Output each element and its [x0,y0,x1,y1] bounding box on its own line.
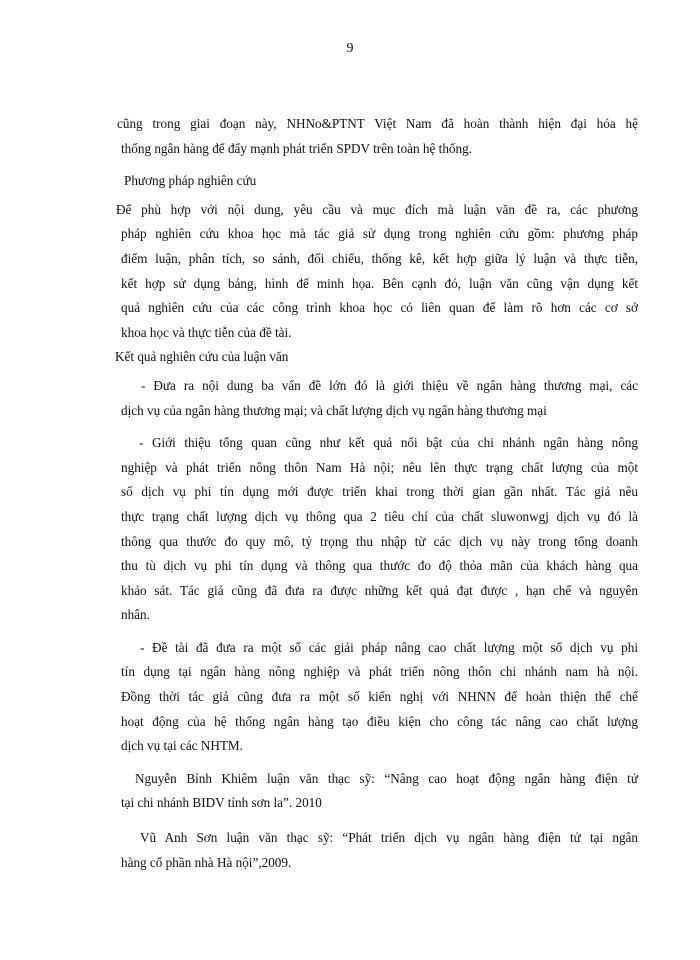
text-line: quả nghiên cứu của các công trình khoa học có liên quan để làm rõ hơn các cơ sở [121,300,638,316]
text-line: - Đề tài đã đưa ra một số các giải pháp nâng cao chất lượng một số dịch vụ phi [140,639,638,655]
text-line: pháp nghiên cứu khoa học mà tác giả sử dụng trong nghiên cứu gồm: phương pháp [121,226,638,242]
document-body [117,112,638,875]
text-line: khảo sát. Tác giả cũng đã đưa ra được những kết quả đạt được , hạn chế và nguyên [121,582,638,598]
text-line: hoạt động của hệ thống ngân hàng tạo điều kiện cho công tác nâng cao chất lượng [121,713,638,729]
text-line: nghiệp và phát triển nông thôn Nam Hà nội; nêu lên thực trạng chất lượng của một [121,459,638,475]
reference-line: hàng cổ phần nhà Hà nội”,2009. [121,854,292,870]
text-line: khoa học và thực tiễn của đề tài. [121,324,292,340]
text-line: dịch vụ tại các NHTM. [121,738,243,754]
text-line: nhân. [121,607,150,623]
page-number: 9 [346,41,354,56]
text-line: thống ngân hàng để đẩy mạnh phát triển SPDV trên toàn hệ thống. [121,140,472,156]
text-line: - Đưa ra nội dung ba vấn đề lớn đó là giới thiệu về ngân hàng thương mại, các [141,377,638,393]
text-line: thông qua thước đo quy mô, tỷ trọng thu nhập từ các dịch vụ này trong tổng doanh [121,533,638,549]
text-line: thu tù dịch vụ phi tín dụng và thông qua thước đo độ thỏa mãn của khách hàng qua [121,558,638,574]
text-line: tín dụng tại ngân hàng nông nghiệp và phát triển nông thôn chi nhánh nam hà nội. [121,664,638,680]
reference-line: Nguyễn Bỉnh Khiêm luận văn thạc sỹ: “Nâng cao hoạt động ngân hàng điện tử [135,770,638,786]
text-line: thực trạng chất lượng dịch vụ thông qua 2 tiêu chí của chất sluwonwgj dịch vụ đó là [121,508,638,524]
text-line: cũng trong giai đoạn này, NHNo&PTNT Việt Nam đã hoàn thành hiện đại hóa hệ [117,116,638,131]
text-line: - Giới thiệu tổng quan cũng như kết quả nổi bật của chi nhánh ngân hàng nông [139,435,638,451]
reference-line: tại chi nhánh BIDV tỉnh sơn la”. 2010 [121,795,322,811]
text-line: dịch vụ của ngân hàng thương mại; và chất lượng dịch vụ ngân hàng thương mại [121,402,547,418]
reference-line: Vũ Anh Sơn luận văn thạc sỹ: “Phát triển dịch vụ ngân hàng điện tử tại ngân [140,830,638,846]
text-line: điểm luận, phân tích, so sánh, đối chiếu, thống kê, kết hợp giữa lý luận và thực tiễn, [121,250,638,266]
text-line: số dịch vụ phi tín dụng mới được triển khai trong thời gian gần nhất. Tác giả nêu [121,484,638,500]
text-line: kết hợp sử dụng bảng, hình để minh họa. Bên cạnh đó, luận văn cũng vận dụng kết [121,275,638,291]
section-heading-results: Kết quả nghiên cứu của luận văn [115,349,289,365]
section-heading-methods: Phương pháp nghiên cứu [124,173,257,189]
text-line: Để phù hợp với nội dung, yêu cầu và mục đích mà luận văn đề ra, các phương [116,201,638,217]
text-line: Đồng thời tác giả cũng đưa ra một số kiến nghị với NHNN để hoàn thiện thể chế [121,689,638,705]
